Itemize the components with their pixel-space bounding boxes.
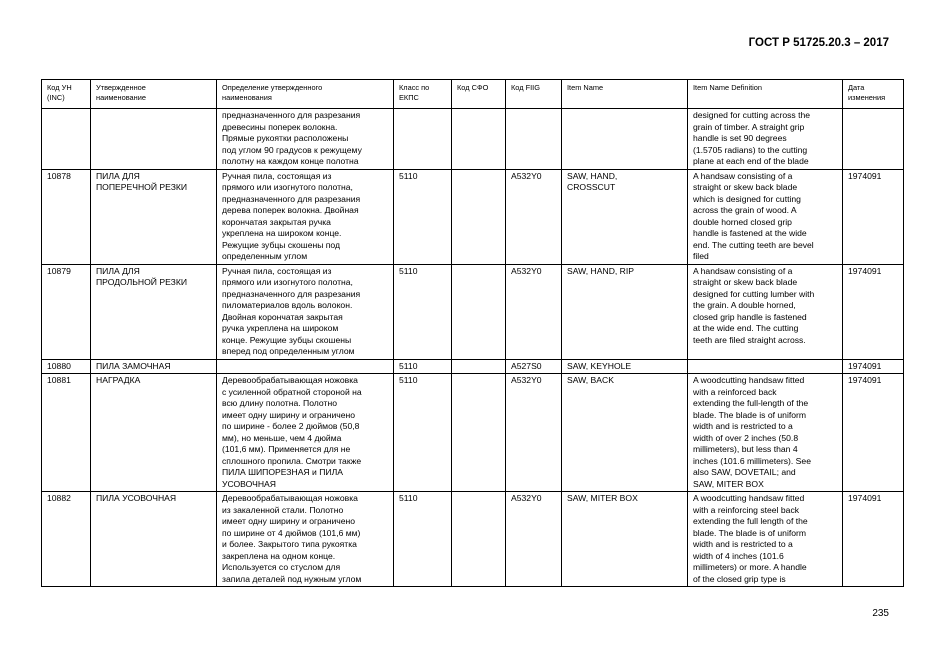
cell-item-name: SAW, HAND, RIP (562, 264, 688, 359)
cell-item-definition: A handsaw consisting of a straight or skew back blade which is designed for cutting across the grain of wood. A double horned closed grip handle is fastened at the wide end. The cutting teeth are bevel filed (688, 169, 843, 264)
col-header-name-ru: Утвержденное наименование (91, 80, 217, 109)
cell-name-ru: ПИЛА УСОВОЧНАЯ (91, 492, 217, 587)
cell-sfo (452, 169, 506, 264)
cell-item-name: SAW, MITER BOX (562, 492, 688, 587)
col-header-item-definition: Item Name Definition (688, 80, 843, 109)
cell-item-definition: A woodcutting handsaw fitted with a reinforced back extending the full-length of the blade. The blade is of uniform width and is restricted to a width of over 2 inches (50.8 millimeters), but less than 4 inches (101.6 millimeters). See also SAW, DOVETAIL; and SAW, MITER BOX (688, 374, 843, 492)
col-header-ekps: Класс по ЕКПС (394, 80, 452, 109)
cell-fiig: A532Y0 (506, 374, 562, 492)
cell-name-ru: ПИЛА ДЛЯ ПРОДОЛЬНОЙ РЕЗКИ (91, 264, 217, 359)
table-row (42, 359, 904, 374)
cell-inc: 10882 (42, 492, 91, 587)
table-row (42, 264, 904, 359)
cell-fiig (506, 109, 562, 170)
cell-date: 1974091 (843, 264, 904, 359)
cell-date: 1974091 (843, 359, 904, 374)
cell-item-name (562, 109, 688, 170)
cell-inc: 10881 (42, 374, 91, 492)
table-row (42, 492, 904, 587)
cell-item-name: SAW, HAND, CROSSCUT (562, 169, 688, 264)
col-header-definition-ru: Определение утвержденного наименования (217, 80, 394, 109)
cell-ekps: 5110 (394, 359, 452, 374)
cell-item-name: SAW, BACK (562, 374, 688, 492)
col-header-inc: Код УН (INC) (42, 80, 91, 109)
cell-sfo (452, 109, 506, 170)
cell-date: 1974091 (843, 374, 904, 492)
cell-ekps: 5110 (394, 492, 452, 587)
cell-sfo (452, 374, 506, 492)
cell-inc: 10878 (42, 169, 91, 264)
col-header-date: Дата изменения (843, 80, 904, 109)
cell-ekps: 5110 (394, 264, 452, 359)
document-code: ГОСТ Р 51725.20.3 – 2017 (748, 37, 889, 49)
cell-item-definition: A handsaw consisting of a straight or skew back blade designed for cutting lumber with the grain. A double horned, closed grip handle is fastened at the wide end. The cutting teeth are filed straight across. (688, 264, 843, 359)
col-header-item-name: Item Name (562, 80, 688, 109)
page-number: 235 (872, 608, 889, 619)
cell-name-ru (91, 109, 217, 170)
cell-sfo (452, 359, 506, 374)
cell-ekps (394, 109, 452, 170)
table-row (42, 109, 904, 170)
cell-name-ru: НАГРАДКА (91, 374, 217, 492)
cell-item-name: SAW, KEYHOLE (562, 359, 688, 374)
cell-sfo (452, 492, 506, 587)
cell-date: 1974091 (843, 492, 904, 587)
cell-fiig: A532Y0 (506, 169, 562, 264)
cell-name-ru: ПИЛА ДЛЯ ПОПЕРЕЧНОЙ РЕЗКИ (91, 169, 217, 264)
cell-definition-ru: Деревообрабатывающая ножовка с усиленной обратной стороной на всю длину полотна. Полотно имеет одну ширину и ограничено по ширине - более 2 дюймов (50,8 мм), но меньше, чем 4 дюйма (101,6 мм). Применяется для не сплошного пропила. Смотри также ПИЛА ШИПОРЕЗНАЯ и ПИЛА УСОВОЧНАЯ (217, 374, 394, 492)
cell-name-ru: ПИЛА ЗАМОЧНАЯ (91, 359, 217, 374)
cell-date (843, 109, 904, 170)
cell-ekps: 5110 (394, 374, 452, 492)
col-header-fiig: Код FIIG (506, 80, 562, 109)
cell-date: 1974091 (843, 169, 904, 264)
table-header-row (42, 80, 904, 109)
cell-fiig: A532Y0 (506, 492, 562, 587)
cell-item-definition: designed for cutting across the grain of timber. A straight grip handle is set 90 degrees (1.5705 radians) to the cutting plane at each end of the blade (688, 109, 843, 170)
cell-fiig: A532Y0 (506, 264, 562, 359)
table-row (42, 374, 904, 492)
cell-inc (42, 109, 91, 170)
cell-definition-ru: Деревообрабатывающая ножовка из закаленной стали. Полотно имеет одну ширину и ограничено по ширине от 4 дюймов (101,6 мм) и более. Закрытого типа рукоятка закреплена на одном конце. Используется со стуслом для запила деталей под нужным углом (217, 492, 394, 587)
cell-definition-ru: предназначенного для разрезания древесины поперек волокна. Прямые рукоятки расположены под углом 90 градусов к режущему полотну на каждом конце полотна (217, 109, 394, 170)
cell-item-definition: A woodcutting handsaw fitted with a reinforcing steel back extending the full length of the blade. The blade is of uniform width and is restricted to a width of 4 inches (101.6 millimeters) or more. A handle of the closed grip type is (688, 492, 843, 587)
cell-ekps: 5110 (394, 169, 452, 264)
cell-sfo (452, 264, 506, 359)
cell-fiig: A527S0 (506, 359, 562, 374)
cell-item-definition (688, 359, 843, 374)
table-row (42, 169, 904, 264)
cell-inc: 10880 (42, 359, 91, 374)
cell-definition-ru: Ручная пила, состоящая из прямого или изогнутого полотна, предназначенного для разрезания пиломатериалов вдоль волокон. Двойная корончатая закрытая ручка укреплена на широком конце. Режущие зубцы скошены вперед под определенным углом (217, 264, 394, 359)
cell-inc: 10879 (42, 264, 91, 359)
cell-definition-ru: Ручная пила, состоящая из прямого или изогнутого полотна, предназначенного для разрезания дерева поперек волокна. Двойная корончатая закрытая ручка укреплена на широком конце. Режущие зубцы скошены под определенным углом (217, 169, 394, 264)
cell-definition-ru (217, 359, 394, 374)
col-header-sfo: Код СФО (452, 80, 506, 109)
item-names-table (41, 79, 904, 587)
